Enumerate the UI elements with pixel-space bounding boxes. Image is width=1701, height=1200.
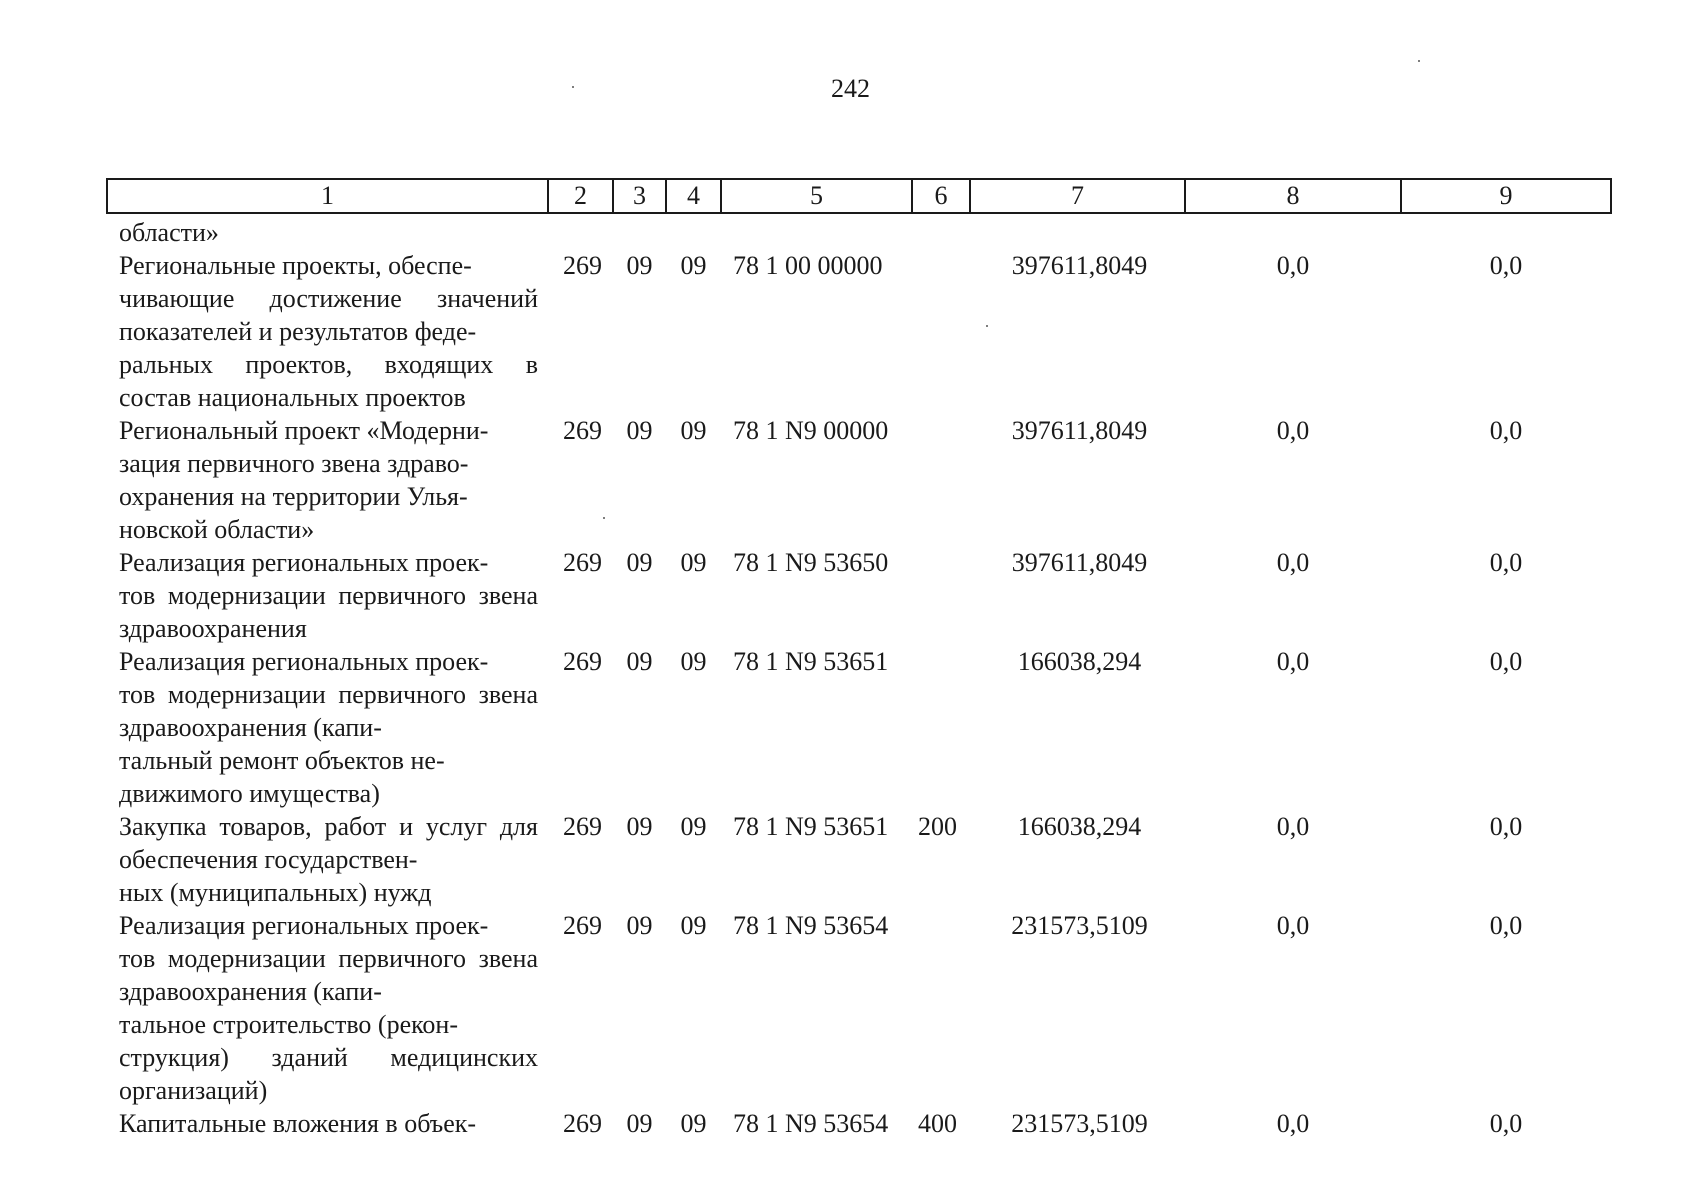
budget-table (106, 178, 1612, 1140)
row-target-article: 78 1 N9 53651 (733, 812, 889, 841)
column-header-8: 8 (1185, 179, 1401, 213)
page-number: 242 (831, 74, 870, 103)
row-expense-type (912, 645, 970, 810)
row-amount-col9: 0,0 (1489, 812, 1523, 841)
row-amount-col8: 0,0 (1276, 251, 1310, 280)
row-amount-col9: 0,0 (1489, 1109, 1523, 1138)
row-expense-type: 400 (918, 1109, 957, 1138)
row-description: Закупка товаров, работ и услуг для обеспечения государствен- ных (муниципальных) нужд (119, 812, 538, 907)
row-section-code: 09 (626, 647, 653, 676)
row-expense-type (912, 213, 970, 249)
table-row (107, 414, 1611, 546)
row-description: Реализация региональных проек- тов модернизации первичного звена здравоохранения (капи- тальный ремонт объектов не- движимого имущества) (119, 647, 538, 808)
row-amount-col8: 0,0 (1276, 647, 1310, 676)
row-ministry-code: 269 (563, 251, 602, 280)
row-target-article: 78 1 N9 53654 (733, 911, 889, 940)
row-section-code (613, 213, 666, 249)
row-section-code: 09 (626, 1109, 653, 1138)
column-header-1: 1 (107, 179, 548, 213)
row-amount-col9 (1401, 213, 1611, 249)
row-subsection-code: 09 (680, 812, 707, 841)
row-amount-col7: 397611,8049 (1011, 548, 1148, 577)
row-amount-col8 (1185, 213, 1401, 249)
table-row (107, 213, 1611, 249)
row-target-article: 78 1 00 00000 (733, 251, 883, 280)
column-header-2: 2 (548, 179, 613, 213)
table-row (107, 909, 1611, 1107)
row-amount-col7: 231573,5109 (1011, 1109, 1148, 1138)
row-ministry-code: 269 (563, 548, 602, 577)
row-amount-col7: 397611,8049 (1011, 251, 1148, 280)
row-ministry-code: 269 (563, 1109, 602, 1138)
row-amount-col8: 0,0 (1276, 416, 1310, 445)
table-row (107, 645, 1611, 810)
column-header-3: 3 (613, 179, 666, 213)
row-subsection-code: 09 (680, 1109, 707, 1138)
column-header-4: 4 (666, 179, 721, 213)
row-subsection-code: 09 (680, 911, 707, 940)
row-description: Реализация региональных проек- тов модернизации первичного звена здравоохранения (119, 548, 538, 643)
row-ministry-code: 269 (563, 812, 602, 841)
row-amount-col9: 0,0 (1489, 911, 1523, 940)
row-section-code: 09 (626, 548, 653, 577)
row-amount-col7: 397611,8049 (1011, 416, 1148, 445)
row-amount-col7: 231573,5109 (1011, 911, 1148, 940)
row-description: области» (119, 218, 219, 247)
row-amount-col9: 0,0 (1489, 416, 1523, 445)
row-description: Региональный проект «Модерни- зация первичного звена здраво- охранения на территории Улья- новской области» (119, 416, 489, 544)
row-description: Региональные проекты, обеспе- чивающие достижение значений показателей и результатов феде- ральных проектов, входящих в состав национальных проектов (119, 251, 538, 412)
row-amount-col8: 0,0 (1276, 548, 1310, 577)
row-section-code: 09 (626, 416, 653, 445)
row-amount-col8: 0,0 (1276, 911, 1310, 940)
row-expense-type (912, 249, 970, 414)
row-amount-col9: 0,0 (1489, 647, 1523, 676)
row-section-code: 09 (626, 251, 653, 280)
row-description: Реализация региональных проек- тов модернизации первичного звена здравоохранения (капи- тальное строительство (рекон- струкция) зданий медицинских организаций) (119, 911, 538, 1105)
row-ministry-code: 269 (563, 647, 602, 676)
row-expense-type (912, 414, 970, 546)
row-amount-col9: 0,0 (1489, 548, 1523, 577)
row-expense-type: 200 (918, 812, 957, 841)
row-target-article: 78 1 N9 53650 (733, 548, 889, 577)
row-subsection-code: 09 (680, 416, 707, 445)
table-row (107, 1107, 1611, 1140)
row-subsection-code: 09 (680, 647, 707, 676)
column-header-9: 9 (1401, 179, 1611, 213)
row-subsection-code: 09 (680, 548, 707, 577)
row-subsection-code: 09 (680, 251, 707, 280)
row-amount-col7: 166038,294 (1017, 812, 1142, 841)
table-row (107, 249, 1611, 414)
row-expense-type (912, 546, 970, 645)
row-expense-type (912, 909, 970, 1107)
scan-speck (1418, 60, 1420, 62)
row-amount-col7 (970, 213, 1185, 249)
row-target-article: 78 1 N9 53654 (733, 1109, 889, 1138)
row-description: Капитальные вложения в объек- (119, 1109, 477, 1138)
table-row (107, 546, 1611, 645)
table-row (107, 810, 1611, 909)
row-amount-col7: 166038,294 (1017, 647, 1142, 676)
row-ministry-code: 269 (563, 416, 602, 445)
column-header-6: 6 (912, 179, 970, 213)
row-target-article (721, 213, 912, 249)
column-header-5: 5 (721, 179, 912, 213)
row-section-code: 09 (626, 812, 653, 841)
row-amount-col8: 0,0 (1276, 1109, 1310, 1138)
row-section-code: 09 (626, 911, 653, 940)
row-target-article: 78 1 N9 53651 (733, 647, 889, 676)
row-ministry-code: 269 (563, 911, 602, 940)
column-header-7: 7 (970, 179, 1185, 213)
row-amount-col9: 0,0 (1489, 251, 1523, 280)
row-target-article: 78 1 N9 00000 (733, 416, 889, 445)
table-body (107, 213, 1611, 1140)
row-amount-col8: 0,0 (1276, 812, 1310, 841)
header-row (107, 179, 1611, 213)
row-subsection-code (666, 213, 721, 249)
scan-speck (572, 86, 574, 88)
row-ministry-code (548, 213, 613, 249)
